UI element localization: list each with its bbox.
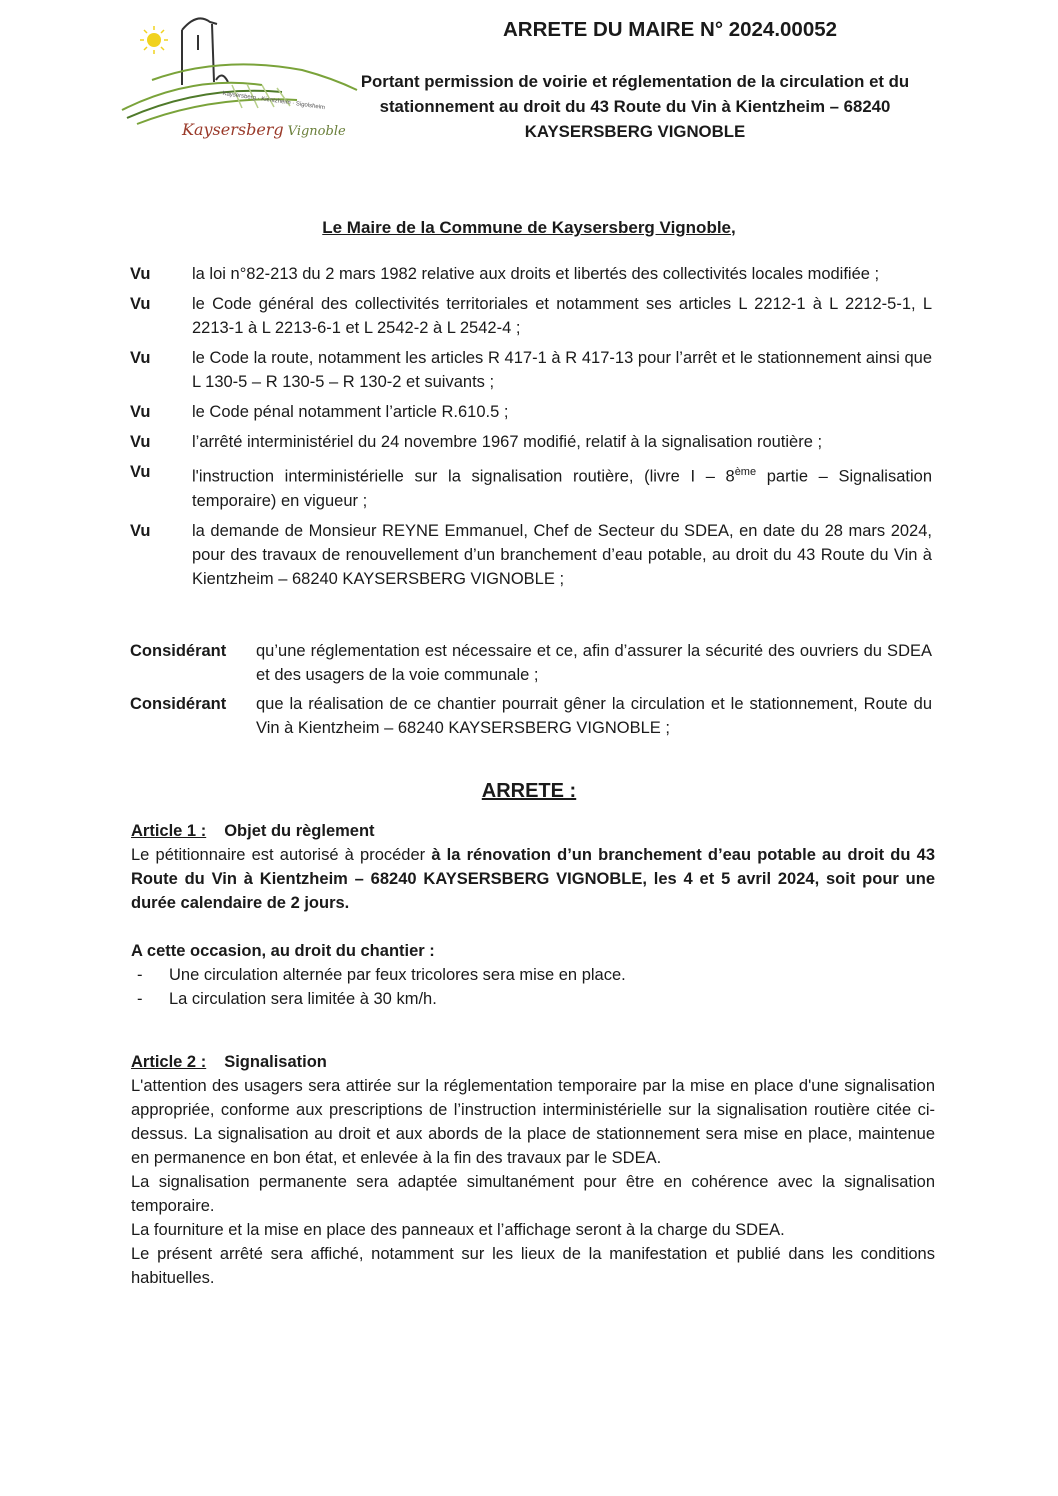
- article-2: [131, 1050, 935, 1290]
- article-1-occasion: A cette occasion, au droit du chantier :: [131, 942, 435, 960]
- commune-logo: [112, 10, 362, 155]
- considerant-text: qu’une réglementation est nécessaire et ce, afin d’assurer la sécurité des ouvriers du SDEA et des usagers de la voie communale ;: [256, 642, 932, 684]
- vu-text: [192, 460, 932, 513]
- maire-heading-text: Le Maire de la Commune de Kaysersberg Vignoble,: [322, 218, 736, 237]
- article-1-intro: Le pétitionnaire est autorisé à procéder: [131, 846, 432, 864]
- article-2-paragraph: La fourniture et la mise en place des panneaux et l’affichage seront à la charge du SDEA.: [131, 1221, 785, 1239]
- vu-item: [130, 430, 932, 454]
- article-2-number: Article 2 :: [131, 1053, 207, 1071]
- logo-name-main: Kaysersberg: [182, 120, 284, 139]
- vu-list: [130, 262, 932, 597]
- article-1-heading: [131, 819, 935, 843]
- vu-label: Vu: [130, 403, 151, 421]
- vu-text: la demande de Monsieur REYNE Emmanuel, Chef de Secteur du SDEA, en date du 28 mars 2024, pour des travaux de renouvellement d’un branchement d’eau potable, au droit du 43 Route du Vin à Kientzheim – 68240 KAYSERSBERG VIGNOBLE ;: [192, 521, 932, 588]
- article-2-paragraph: Le présent arrêté sera affiché, notamment sur les lieux de la manifestation et publié dans les conditions habituelles.: [131, 1245, 935, 1287]
- article-1-title: Objet du règlement: [224, 822, 375, 840]
- list-item: [131, 987, 935, 1011]
- bullet-text: Une circulation alternée par feux tricolores sera mise en place.: [169, 966, 626, 984]
- vu-text: le Code pénal notamment l’article R.610.5 ;: [192, 403, 509, 421]
- logo-villages-text: Kaysersberg · Kientzheim · Sigolsheim: [222, 90, 326, 112]
- vu-text: la loi n°82-213 du 2 mars 1982 relative aux droits et libertés des collectivités locales modifiée ;: [192, 265, 880, 283]
- article-2-title: Signalisation: [224, 1053, 327, 1071]
- vu-label: Vu: [130, 265, 151, 283]
- considerant-list: [130, 639, 932, 745]
- vu-item: [130, 460, 932, 513]
- logo-wordmark: [182, 120, 346, 139]
- vu-label: Vu: [130, 521, 151, 540]
- arrete-heading: [0, 780, 1058, 803]
- vu-item: [130, 519, 932, 591]
- vu-label: Vu: [130, 295, 151, 313]
- article-2-paragraph: L'attention des usagers sera attirée sur la réglementation temporaire par la mise en place d'une signalisation appropriée, conforme aux prescriptions de l’instruction interministérielle sur la signalisation routière citée ci-dessus. La signalisation au droit et aux abords de la place de stationnement sera mise en place, maintenue en permanence en bon état, et enlevée à la fin des travaux par le SDEA.: [131, 1077, 935, 1167]
- castle-tower-icon: [182, 18, 228, 85]
- article-1-bold: à la rénovation d’un branchement d’eau potable au droit du 43 Route du Vin à Kientzheim – 68240 KAYSERSBERG VIGNOBLE, les 4 et 5 avril 2024, soit pour une durée calendaire de 2 jours.: [131, 846, 935, 912]
- decree-title: ARRETE DU MAIRE N° 2024.00052: [503, 18, 838, 41]
- vu-label: Vu: [130, 463, 151, 481]
- considerant-label: Considérant: [130, 695, 227, 713]
- vu-item: [130, 292, 932, 340]
- maire-heading: [0, 218, 1058, 238]
- vu-label: Vu: [130, 349, 151, 367]
- vu-item: [130, 262, 932, 286]
- vu-text-after: partie – Signalisation temporaire) en vigueur ;: [192, 467, 932, 510]
- article-1-bullets: [131, 963, 935, 1011]
- considerant-item: [130, 639, 932, 687]
- vu-label: Vu: [130, 433, 151, 451]
- vu-text: le Code général des collectivités territoriales et notamment ses articles L 2212-1 à L 2212-5-1, L 2213-1 à L 2213-6-1 et L 2542-2 à L 2542-4 ;: [192, 295, 932, 337]
- article-1-number: Article 1 :: [131, 822, 207, 840]
- vu-text-sup: ème: [734, 466, 757, 478]
- considerant-label: Considérant: [130, 642, 227, 660]
- article-1-body: [131, 843, 935, 915]
- vu-text: l’arrêté interministériel du 24 novembre 1967 modifié, relatif à la signalisation routière ;: [192, 433, 823, 451]
- vu-text-before: l'instruction interministérielle sur la signalisation routière, (livre I – 8: [192, 467, 735, 486]
- vu-item: [130, 346, 932, 394]
- decree-subtitle: Portant permission de voirie et réglementation de la circulation et du stationnement au droit du 43 Route du Vin à Kientzheim – 68240 KAYSERSBERG VIGNOBLE: [360, 72, 910, 141]
- vu-item: [130, 400, 932, 424]
- list-item: [131, 963, 935, 987]
- vu-text: le Code la route, notamment les articles R 417-1 à R 417-13 pour l’arrêt et le stationnement ainsi que L 130-5 – R 130-5 – R 130-2 et suivants ;: [192, 349, 932, 391]
- arrete-heading-text: ARRETE :: [481, 780, 577, 802]
- dash-bullet: -: [137, 990, 143, 1008]
- considerant-item: [130, 692, 932, 740]
- article-2-paragraph: La signalisation permanente sera adaptée simultanément pour être en cohérence avec la signalisation temporaire.: [131, 1173, 935, 1215]
- dash-bullet: -: [137, 966, 143, 984]
- considerant-text: que la réalisation de ce chantier pourrait gêner la circulation et le stationnement, Route du Vin à Kientzheim – 68240 KAYSERSBERG VIGNOBLE ;: [256, 695, 932, 737]
- article-2-heading: [131, 1050, 935, 1074]
- bullet-text: La circulation sera limitée à 30 km/h.: [169, 990, 437, 1008]
- sun-icon: [140, 26, 168, 54]
- logo-name-vignoble: Vignoble: [287, 124, 346, 139]
- article-1: [131, 819, 935, 1011]
